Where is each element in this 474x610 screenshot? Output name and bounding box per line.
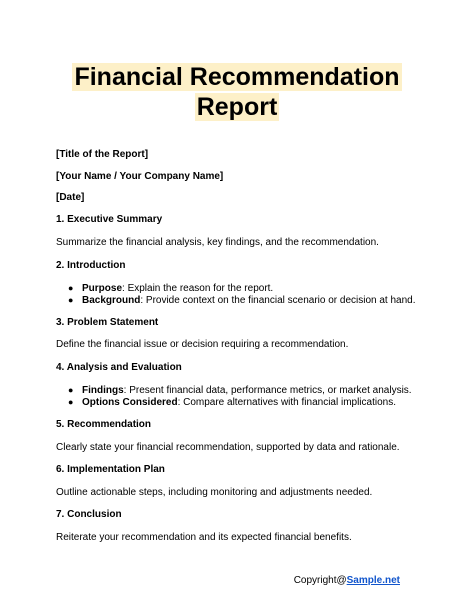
heading-introduction: 2. Introduction bbox=[56, 260, 126, 271]
bullet-text: : Compare alternatives with financial implications. bbox=[177, 397, 396, 408]
heading-implementation: 6. Implementation Plan bbox=[56, 464, 165, 475]
heading-conclusion: 7. Conclusion bbox=[56, 509, 122, 520]
bullet-term: Options Considered bbox=[82, 397, 178, 408]
body-executive-summary: Summarize the financial analysis, key findings, and the recommendation. bbox=[56, 237, 379, 248]
title-line-2: Report bbox=[196, 93, 278, 121]
copyright-prefix: Copyright@ bbox=[293, 575, 347, 586]
bullet-text: : Present financial data, performance metrics, or market analysis. bbox=[123, 385, 412, 396]
bullet-text: : Explain the reason for the report. bbox=[122, 283, 274, 294]
body-conclusion: Reiterate your recommendation and its expected financial benefits. bbox=[56, 532, 352, 543]
bullet-options bbox=[68, 396, 396, 409]
copyright-footer bbox=[294, 575, 400, 587]
bullet-dot: ● bbox=[68, 385, 74, 395]
heading-executive-summary: 1. Executive Summary bbox=[56, 214, 163, 225]
body-implementation: Outline actionable steps, including monitoring and adjustments needed. bbox=[56, 487, 373, 498]
sample-net-link[interactable]: Sample.net bbox=[346, 575, 400, 586]
bullet-dot: ● bbox=[68, 295, 74, 305]
bullet-dot: ● bbox=[68, 283, 74, 293]
bullet-term: Background bbox=[82, 295, 141, 306]
date-placeholder: [Date] bbox=[56, 192, 85, 203]
heading-analysis: 4. Analysis and Evaluation bbox=[56, 362, 182, 373]
bullet-dot: ● bbox=[68, 397, 74, 407]
author-placeholder: [Your Name / Your Company Name] bbox=[56, 171, 224, 182]
report-title-placeholder: [Title of the Report] bbox=[56, 149, 149, 160]
bullet-background bbox=[68, 294, 416, 307]
title-line-1: Financial Recommendation bbox=[74, 63, 400, 91]
heading-recommendation: 5. Recommendation bbox=[56, 419, 152, 430]
document-title bbox=[0, 62, 474, 122]
body-recommendation: Clearly state your financial recommendation, supported by data and rationale. bbox=[56, 442, 400, 453]
body-problem-statement: Define the financial issue or decision requiring a recommendation. bbox=[56, 339, 349, 350]
bullet-text: : Provide context on the financial scenario or decision at hand. bbox=[140, 295, 416, 306]
bullet-term: Findings bbox=[82, 385, 124, 396]
heading-problem-statement: 3. Problem Statement bbox=[56, 317, 159, 328]
bullet-term: Purpose bbox=[82, 283, 123, 294]
